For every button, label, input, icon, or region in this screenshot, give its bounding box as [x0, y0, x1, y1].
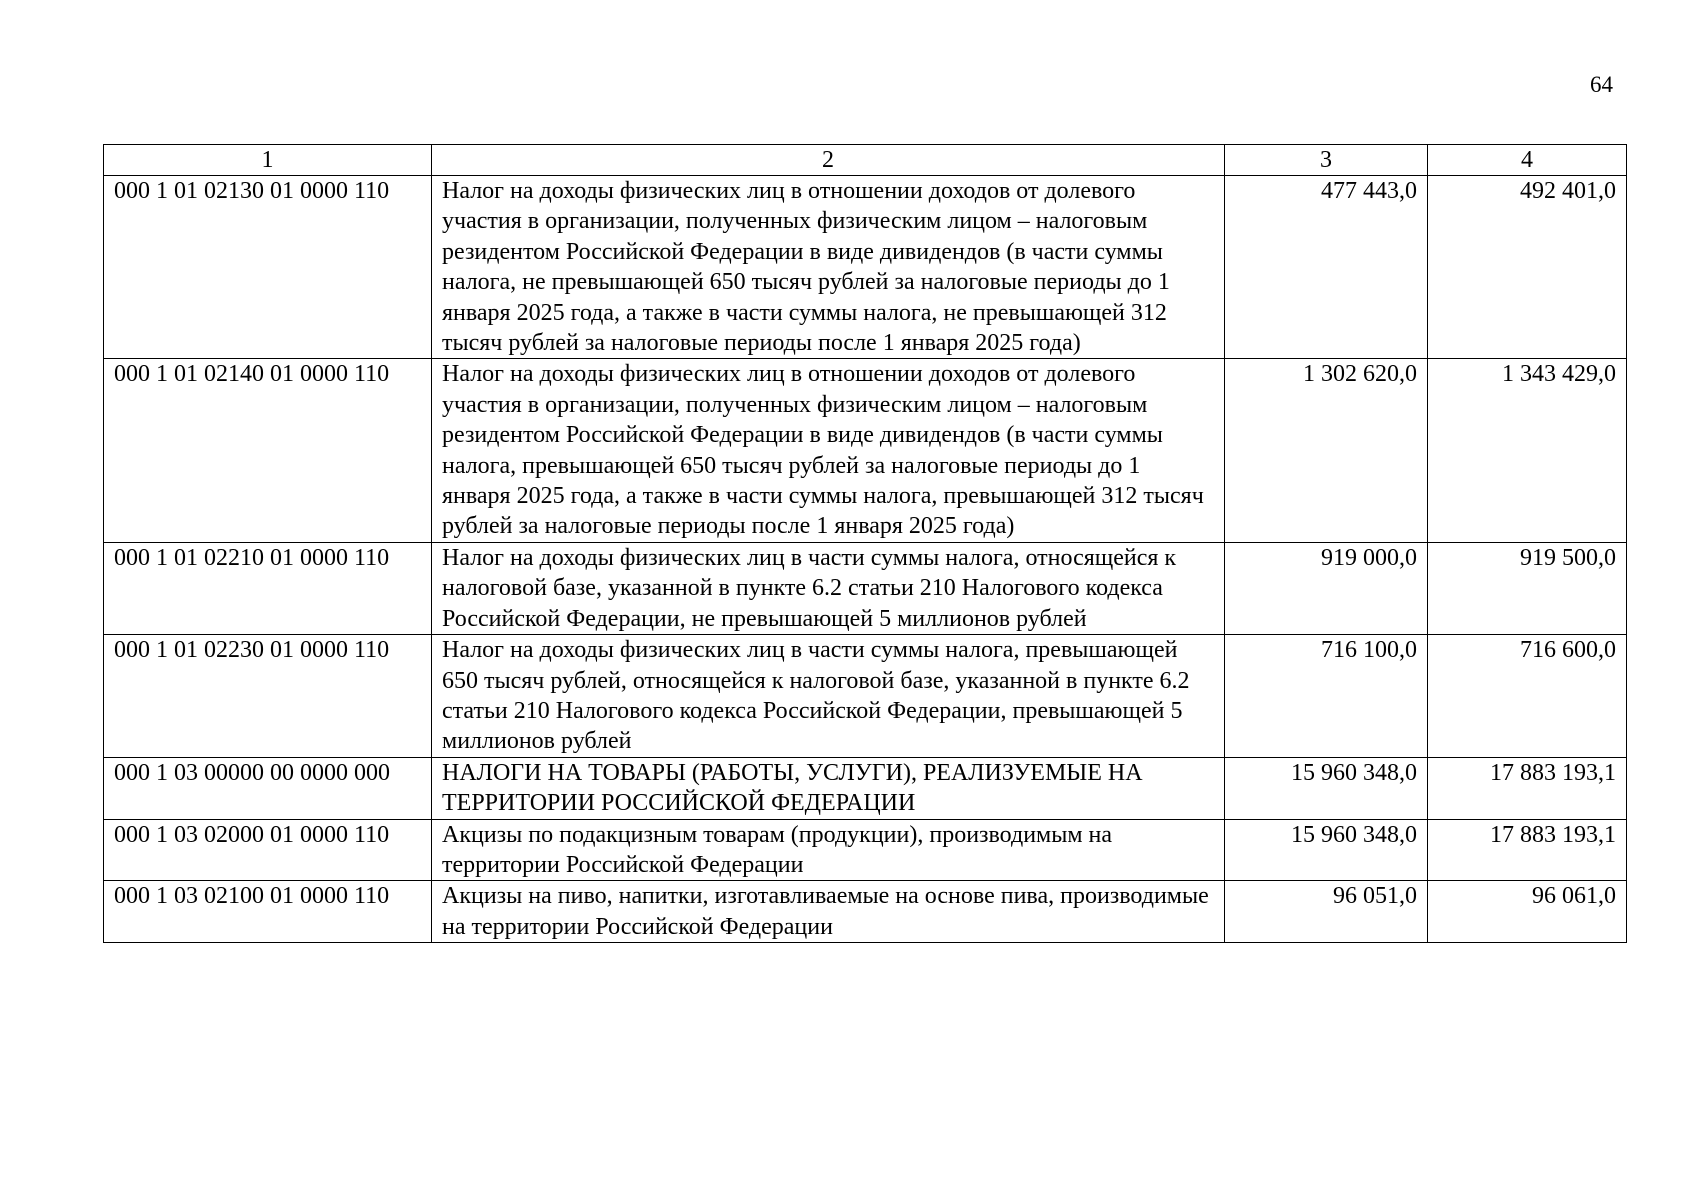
value-column-4-cell: 96 061,0	[1428, 881, 1627, 943]
value-column-4-cell: 716 600,0	[1428, 635, 1627, 758]
revenue-name-cell: Налог на доходы физических лиц в части суммы налога, превышающей 650 тысяч рублей, относящейся к налоговой базе, указанной в пункте 6.2 статьи 210 Налогового кодекса Российской Федерации, превышающей 5 миллионов рублей	[432, 635, 1225, 758]
column-number-1: 1	[104, 145, 432, 176]
budget-code-cell: 000 1 01 02130 01 0000 110	[104, 176, 432, 359]
table-row	[104, 359, 1627, 542]
column-number-4: 4	[1428, 145, 1627, 176]
value-column-4-cell: 919 500,0	[1428, 542, 1627, 634]
budget-code-cell: 000 1 01 02230 01 0000 110	[104, 635, 432, 758]
table-row	[104, 757, 1627, 819]
budget-code-cell: 000 1 01 02210 01 0000 110	[104, 542, 432, 634]
budget-code-cell: 000 1 03 02000 01 0000 110	[104, 819, 432, 881]
page-number: 64	[1590, 72, 1613, 97]
table-header-row	[104, 145, 1627, 176]
table-row	[104, 635, 1627, 758]
table-row	[104, 542, 1627, 634]
value-column-3-cell: 477 443,0	[1225, 176, 1428, 359]
budget-code-cell: 000 1 03 00000 00 0000 000	[104, 757, 432, 819]
value-column-4-cell: 1 343 429,0	[1428, 359, 1627, 542]
value-column-4-cell: 17 883 193,1	[1428, 757, 1627, 819]
value-column-3-cell: 96 051,0	[1225, 881, 1428, 943]
revenue-name-cell: Налог на доходы физических лиц в части суммы налога, относящейся к налоговой базе, указанной в пункте 6.2 статьи 210 Налогового кодекса Российской Федерации, не превышающей 5 миллионов рублей	[432, 542, 1225, 634]
table-row	[104, 881, 1627, 943]
revenue-name-cell: Налог на доходы физических лиц в отношении доходов от долевого участия в организации, полученных физическим лицом – налоговым резидентом Российской Федерации в виде дивидендов (в части суммы налога, не превышающей 650 тысяч рублей за налоговые периоды до 1 января 2025 года, а также в части суммы налога, не превышающей 312 тысяч рублей за налоговые периоды после 1 января 2025 года)	[432, 176, 1225, 359]
value-column-3-cell: 919 000,0	[1225, 542, 1428, 634]
column-number-3: 3	[1225, 145, 1428, 176]
column-number-2: 2	[432, 145, 1225, 176]
value-column-3-cell: 15 960 348,0	[1225, 757, 1428, 819]
value-column-4-cell: 492 401,0	[1428, 176, 1627, 359]
revenue-name-cell: НАЛОГИ НА ТОВАРЫ (РАБОТЫ, УСЛУГИ), РЕАЛИЗУЕМЫЕ НА ТЕРРИТОРИИ РОССИЙСКОЙ ФЕДЕРАЦИИ	[432, 757, 1225, 819]
value-column-3-cell: 1 302 620,0	[1225, 359, 1428, 542]
value-column-3-cell: 15 960 348,0	[1225, 819, 1428, 881]
revenue-name-cell: Акцизы по подакцизным товарам (продукции), производимым на территории Российской Федерации	[432, 819, 1225, 881]
budget-code-cell: 000 1 03 02100 01 0000 110	[104, 881, 432, 943]
budget-code-cell: 000 1 01 02140 01 0000 110	[104, 359, 432, 542]
value-column-3-cell: 716 100,0	[1225, 635, 1428, 758]
revenue-name-cell: Акцизы на пиво, напитки, изготавливаемые на основе пива, производимые на территории Российской Федерации	[432, 881, 1225, 943]
value-column-4-cell: 17 883 193,1	[1428, 819, 1627, 881]
table-row	[104, 176, 1627, 359]
budget-revenue-table	[103, 144, 1627, 943]
table-row	[104, 819, 1627, 881]
revenue-name-cell: Налог на доходы физических лиц в отношении доходов от долевого участия в организации, полученных физическим лицом – налоговым резидентом Российской Федерации в виде дивидендов (в части суммы налога, превышающей 650 тысяч рублей за налоговые периоды до 1 января 2025 года, а также в части суммы налога, превышающей 312 тысяч рублей за налоговые периоды после 1 января 2025 года)	[432, 359, 1225, 542]
